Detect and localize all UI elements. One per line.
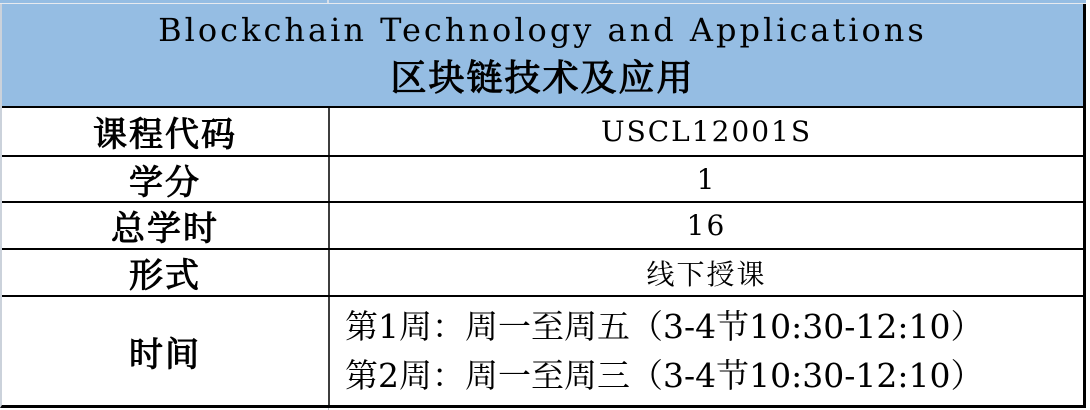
format-value: 线下授课 [646,257,767,291]
row-time [2,297,1083,405]
row-course-code [2,108,1083,157]
course-code-value: USCL12001S [600,115,813,148]
time-line-1: 第1周：周一至周五（3-4节10:30-12:10） [345,307,984,346]
column-gridline-tick [327,0,329,3]
credits-value: 1 [696,162,717,196]
time-label: 时间 [2,297,330,405]
time-line-2: 第2周：周一至周三（3-4节10:30-12:10） [345,356,984,395]
course-title-en: Blockchain Technology and Applications [158,11,927,49]
credits-label: 学分 [2,157,330,201]
row-credits [2,157,1083,203]
course-title-zh: 区块链技术及应用 [390,57,695,99]
course-code-label: 课程代码 [2,108,330,155]
time-value [330,297,1083,405]
total-hours-value: 16 [686,209,727,242]
format-label: 形式 [2,250,330,295]
course-info-table [0,4,1086,408]
row-format [2,250,1083,297]
table-header [2,4,1083,108]
row-total-hours [2,203,1083,250]
total-hours-label: 总学时 [2,203,330,248]
